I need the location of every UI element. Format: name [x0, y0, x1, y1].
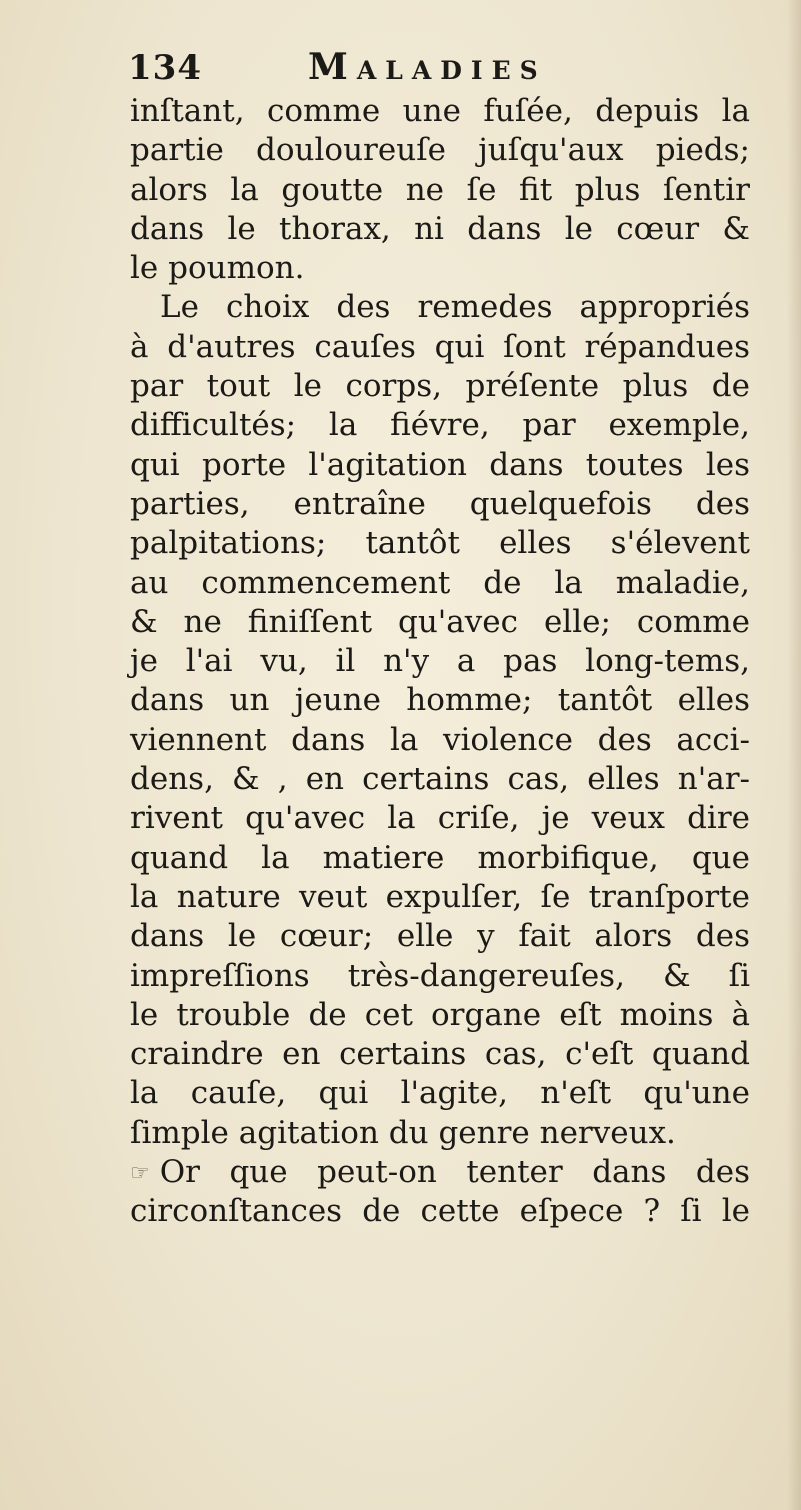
- text-line: au commencement de la maladie,: [130, 564, 750, 601]
- text-line: dans le thorax, ni dans le cœur &: [130, 210, 750, 247]
- text-line: la cauſe, qui l'agite, n'eſt qu'une: [130, 1075, 750, 1112]
- text-line: difficultés; la fiévre, par exemple,: [130, 407, 750, 444]
- text-line: circonſtances de cette eſpece ? ſi le: [130, 1193, 750, 1230]
- text-line: dans le cœur; elle y fait alors des: [130, 918, 750, 955]
- text-line: je l'ai vu, il n'y a pas long-tems,: [130, 643, 750, 680]
- text-line: [130, 1153, 750, 1192]
- body-text: [130, 92, 750, 1232]
- text-line: viennent dans la violence des acci-: [130, 721, 750, 758]
- page-edge-shadow: [787, 0, 801, 1510]
- pointing-hand-icon: ☞: [130, 1160, 150, 1186]
- page-header: [128, 44, 728, 90]
- text-line: & ne finiſſent qu'avec elle; comme: [130, 603, 750, 640]
- text-line: dens, & , en certains cas, elles n'ar-: [130, 761, 750, 798]
- text-line: rivent qu'avec la criſe, je veux dire: [130, 800, 750, 837]
- text-line: alors la goutte ne ſe fit plus ſentir: [130, 171, 750, 208]
- text-line: parties, entraîne quelquefois des: [130, 485, 750, 522]
- text-line: le poumon.: [130, 250, 305, 287]
- text-line: la nature veut expulſer, ſe tranſporte: [130, 878, 750, 915]
- running-title: Maladies: [308, 46, 547, 88]
- text-line: le trouble de cet organe eſt moins à: [130, 996, 750, 1033]
- text-line: partie douloureuſe juſqu'aux pieds;: [130, 132, 750, 169]
- text-line: dans un jeune homme; tantôt elles: [130, 682, 750, 719]
- text-line: à d'autres cauſes qui ſont répandues: [130, 328, 750, 365]
- text-line: palpitations; tantôt elles s'élevent: [130, 525, 750, 562]
- text-line: quand la matiere morbifique, que: [130, 839, 750, 876]
- text-line: inſtant, comme une fuſée, depuis la: [130, 93, 750, 129]
- text-line: impreſſions très-dangereuſes, & ſi: [130, 957, 750, 994]
- text-line-content: Or que peut-on tenter dans des: [159, 1154, 750, 1191]
- page-number: 134: [128, 48, 202, 88]
- text-line: par tout le corps, préſente plus de: [130, 368, 750, 405]
- text-line: craindre en certains cas, c'eſt quand: [130, 1036, 750, 1073]
- text-line: ſimple agitation du genre nerveux.: [130, 1114, 676, 1151]
- text-line: qui porte l'agitation dans toutes les: [130, 446, 750, 483]
- text-line: Le choix des remedes appropriés: [160, 289, 750, 326]
